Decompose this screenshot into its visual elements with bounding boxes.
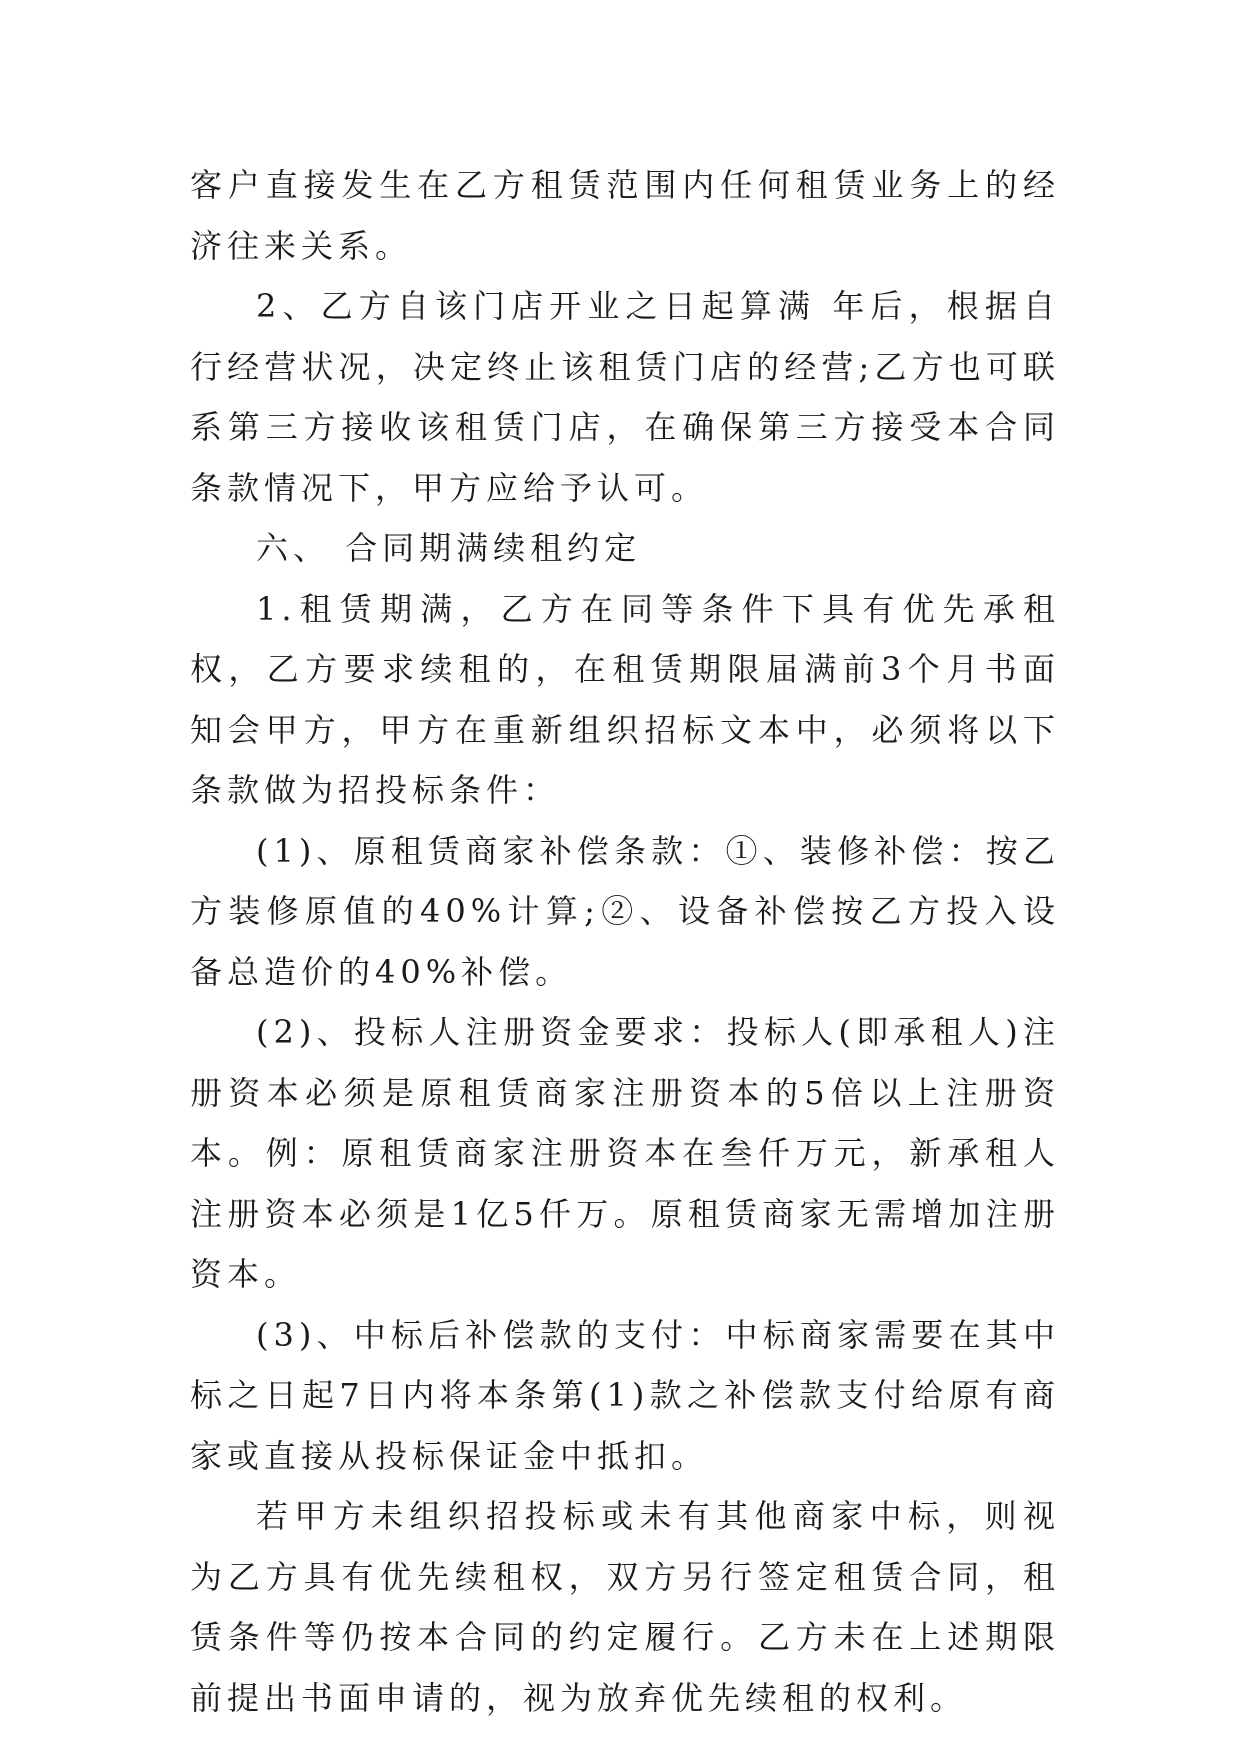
section-heading-renewal: 六、 合同期满续租约定 bbox=[256, 529, 642, 567]
paragraph-clause-2: 2、乙方自该门店开业之日起算满 年后，根据自行经营状况，决定终止该租赁门店的经营;乙方也可联系第三方接收该租赁门店，在确保第三方接受本合同条款情况下，甲方应给予认可。 bbox=[190, 287, 1060, 507]
paragraph-subclause-2: (2)、投标人注册资金要求：投标人(即承租人)注册资本必须是原租赁商家注册资本的5倍以上注册资本。例：原租赁商家注册资本在叁仟万元，新承租人注册资本必须是1亿5仟万。原租赁商家无需增加注册资本。 bbox=[190, 1013, 1060, 1293]
paragraph-no-tender: 若甲方未组织招投标或未有其他商家中标，则视为乙方具有优先续租权，双方另行签定租赁合同，租赁条件等仍按本合同的约定履行。乙方未在上述期限前提出书面申请的，视为放弃优先续租的权利。 bbox=[190, 1497, 1060, 1717]
contract-text-body bbox=[190, 155, 1060, 1728]
paragraph-subclause-3: (3)、中标后补偿款的支付：中标商家需要在其中标之日起7日内将本条第(1)款之补偿款支付给原有商家或直接从投标保证金中抵扣。 bbox=[190, 1315, 1060, 1475]
paragraph-subclause-1: (1)、原租赁商家补偿条款：①、装修补偿：按乙方装修原值的40%计算;②、设备补偿按乙方投入设备总造价的40%补偿。 bbox=[190, 831, 1060, 991]
paragraph-clause-1: 1.租赁期满，乙方在同等条件下具有优先承租权，乙方要求续租的，在租赁期限届满前3个月书面知会甲方，甲方在重新组织招标文本中，必须将以下条款做为招投标条件： bbox=[190, 589, 1060, 809]
paragraph-continuation: 客户直接发生在乙方租赁范围内任何租赁业务上的经济往来关系。 bbox=[190, 166, 1060, 265]
